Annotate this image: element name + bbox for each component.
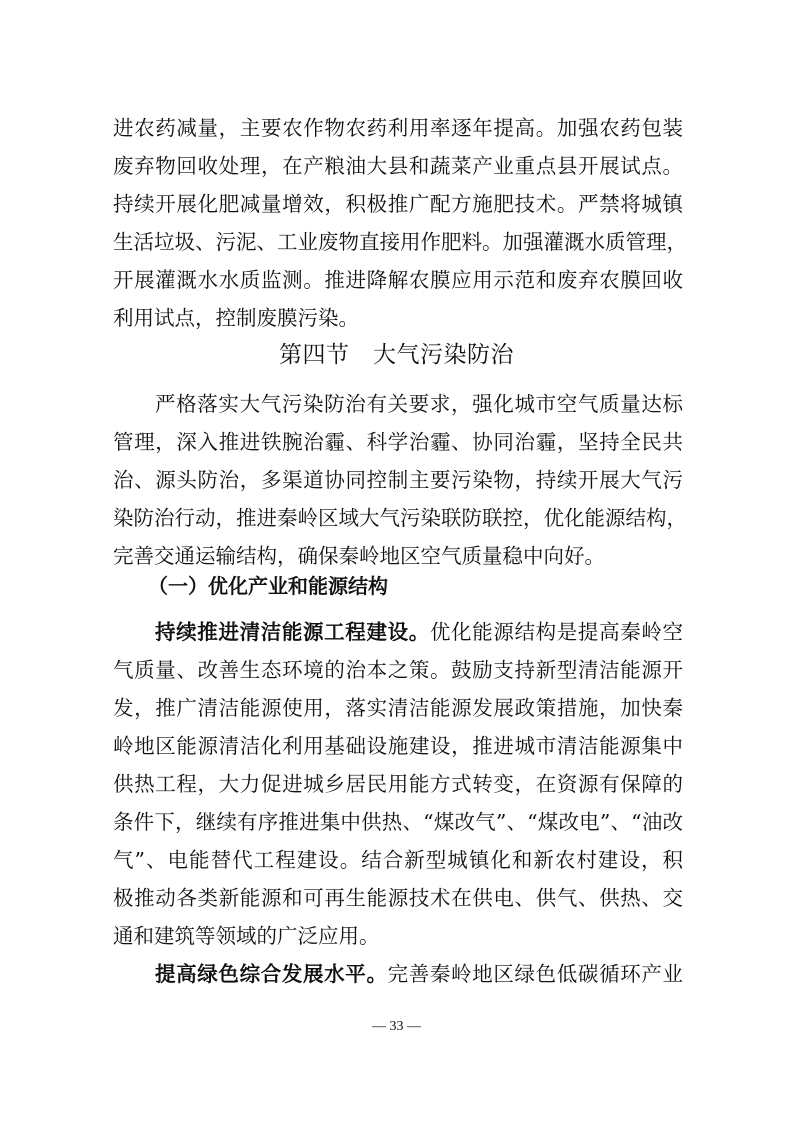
paragraph-2-line-3: 治、源头防治，多渠道协同控制主要污染物，持续开展大气污 <box>113 468 683 492</box>
section-title: 第四节 大气污染防治 <box>279 342 514 368</box>
paragraph-3-line-3: 发，推广清洁能源使用，落实清洁能源发展政策措施，加快秦 <box>113 696 683 720</box>
paragraph-3-line-8: 极推动各类新能源和可再生能源技术在供电、供气、供热、交 <box>113 886 683 910</box>
paragraph-3-line-5: 供热工程，大力促进城乡居民用能方式转变，在资源有保障的 <box>113 772 683 796</box>
paragraph-1-line-4: 生活垃圾、污泥、工业废物直接用作肥料。加强灌溉水质管理， <box>113 230 687 254</box>
paragraph-3-line-4: 岭地区能源清洁化利用基础设施建设，推进城市清洁能源集中 <box>113 734 683 758</box>
paragraph-2-line-4: 染防治行动，推进秦岭区域大气污染联防联控，优化能源结构， <box>113 506 687 530</box>
paragraph-3-line-1 <box>155 618 683 646</box>
paragraph-3-lead: 持续推进清洁能源工程建设。 <box>155 620 430 644</box>
paragraph-4-line-1 <box>155 960 683 988</box>
page-number: — 33 — <box>372 1019 421 1034</box>
paragraph-3-line-9: 通和建筑等领域的广泛应用。 <box>113 924 380 948</box>
paragraph-2-line-2: 管理，深入推进铁腕治霾、科学治霾、协同治霾，坚持全民共 <box>113 430 683 454</box>
paragraph-3-line-7: 气”、电能替代工程建设。结合新型城镇化和新农村建设，积 <box>113 848 683 872</box>
paragraph-1-line-6: 利用试点，控制废膜污染。 <box>113 306 359 330</box>
paragraph-3-line-6: 条件下，继续有序推进集中供热、“煤改气”、“煤改电”、“油改 <box>113 810 683 834</box>
paragraph-2-line-5: 完善交通运输结构，确保秦岭地区空气质量稳中向好。 <box>113 544 605 568</box>
paragraph-2-line-1: 严格落实大气污染防治有关要求，强化城市空气质量达标 <box>155 392 683 416</box>
paragraph-1-line-3: 持续开展化肥减量增效，积极推广配方施肥技术。严禁将城镇 <box>113 192 683 216</box>
paragraph-1-line-1: 进农药减量，主要农作物农药利用率逐年提高。加强农药包装 <box>113 116 683 140</box>
paragraph-1-line-2: 废弃物回收处理，在产粮油大县和蔬菜产业重点县开展试点。 <box>113 154 683 178</box>
paragraph-3-first-rest: 优化能源结构是提高秦岭空 <box>429 620 684 644</box>
paragraph-1-line-5: 开展灌溉水水质监测。推进降解农膜应用示范和废弃农膜回收 <box>113 268 683 292</box>
paragraph-3-line-2: 气质量、改善生态环境的治本之策。鼓励支持新型清洁能源开 <box>113 658 683 682</box>
paragraph-4-first-rest: 完善秦岭地区绿色低碳循环产业 <box>387 962 684 986</box>
subsection-title: （一）优化产业和能源结构 <box>148 574 388 598</box>
paragraph-4-lead: 提高绿色综合发展水平。 <box>155 962 388 986</box>
